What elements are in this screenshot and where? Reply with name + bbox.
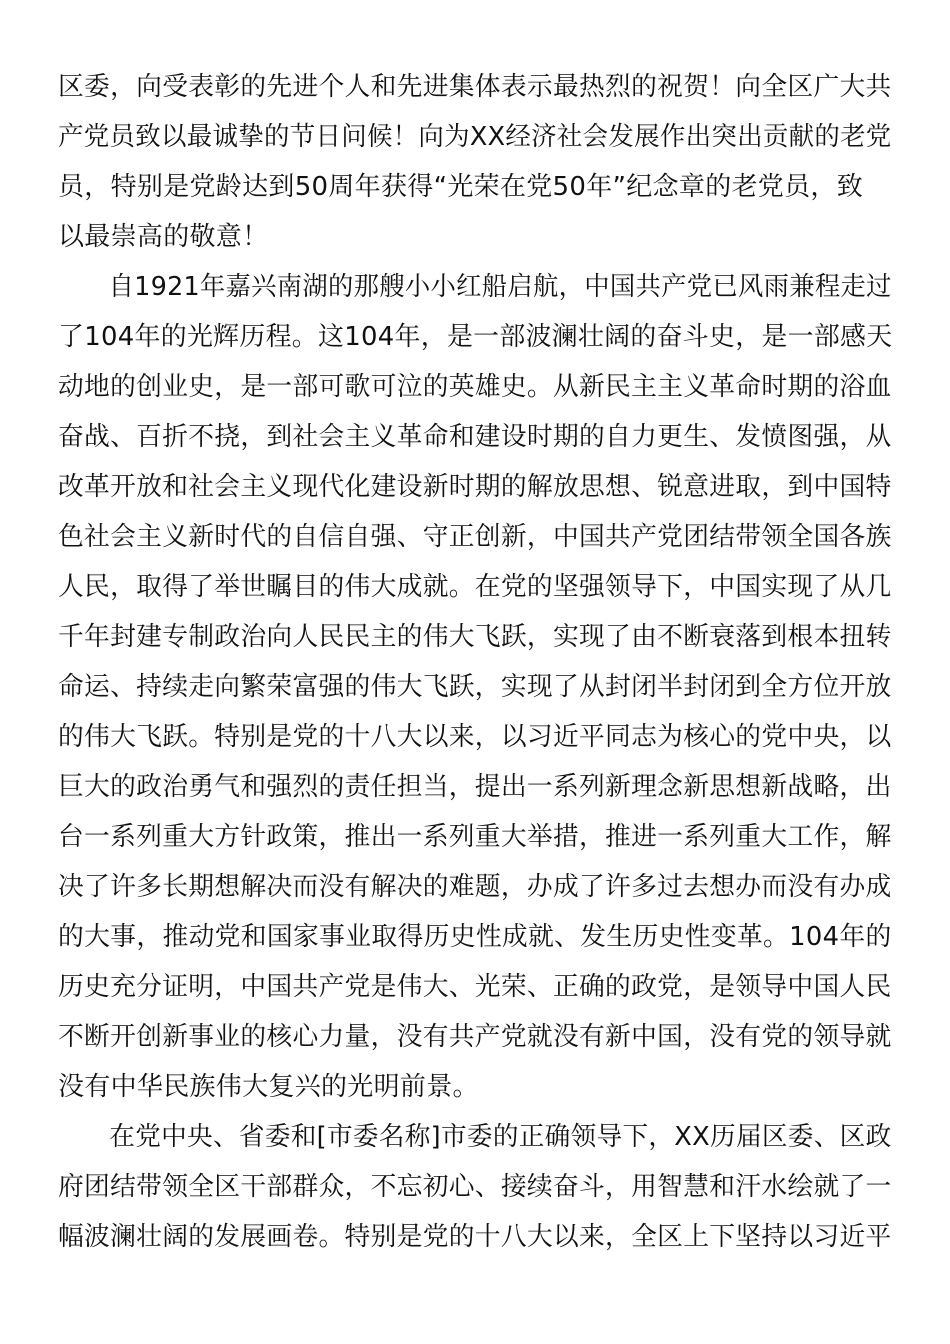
body-text bbox=[58, 62, 892, 1262]
text-line: 决了许多长期想解决而没有解决的难题，办成了许多过去想办而没有办成 bbox=[58, 872, 892, 902]
text-line: 千年封建专制政治向人民民主的伟大飞跃，实现了由不断衰落到根本扭转 bbox=[58, 622, 892, 652]
text-line: 动地的创业史，是一部可歌可泣的英雄史。从新民主主义革命时期的浴血 bbox=[58, 372, 892, 402]
text-line: 府团结带领全区干部群众，不忘初心、接续奋斗，用智慧和汗水绘就了一 bbox=[58, 1172, 892, 1202]
text-line: 的伟大飞跃。特别是党的十八大以来，以习近平同志为核心的党中央，以 bbox=[58, 722, 892, 752]
text-line: 不断开创新事业的核心力量，没有共产党就没有新中国，没有党的领导就 bbox=[58, 1022, 892, 1052]
text-line: 巨大的政治勇气和强烈的责任担当，提出一系列新理念新思想新战略，出 bbox=[58, 772, 892, 802]
text-line: 台一系列重大方针政策，推出一系列重大举措，推进一系列重大工作，解 bbox=[58, 822, 892, 852]
text-line: 历史充分证明，中国共产党是伟大、光荣、正确的政党，是领导中国人民 bbox=[58, 972, 892, 1002]
text-line: 以最崇高的敬意！ bbox=[58, 222, 269, 252]
text-line: 的大事，推动党和国家事业取得历史性成就、发生历史性变革。104年的 bbox=[58, 922, 892, 952]
text-line: 员，特别是党龄达到50周年获得“光荣在党50年”纪念章的老党员，致 bbox=[58, 172, 864, 202]
text-line: 区委，向受表彰的先进个人和先进集体表示最热烈的祝贺！向全区广大共 bbox=[58, 72, 892, 102]
text-line: 色社会主义新时代的自信自强、守正创新，中国共产党团结带领全国各族 bbox=[58, 522, 892, 552]
text-line: 改革开放和社会主义现代化建设新时期的解放思想、锐意进取，到中国特 bbox=[58, 472, 892, 502]
text-line: 没有中华民族伟大复兴的光明前景。 bbox=[58, 1072, 479, 1102]
text-line: 命运、持续走向繁荣富强的伟大飞跃，实现了从封闭半封闭到全方位开放 bbox=[58, 672, 892, 702]
text-line: 自1921年嘉兴南湖的那艘小小红船启航，中国共产党已风雨兼程走过 bbox=[108, 272, 892, 302]
text-line: 奋战、百折不挠，到社会主义革命和建设时期的自力更生、发愤图强，从 bbox=[58, 422, 892, 452]
text-line: 了104年的光辉历程。这104年，是一部波澜壮阔的奋斗史，是一部感天 bbox=[58, 322, 893, 352]
text-line: 在党中央、省委和[市委名称]市委的正确领导下，XX历届区委、区政 bbox=[109, 1122, 892, 1152]
text-line: 幅波澜壮阔的发展画卷。特别是党的十八大以来，全区上下坚持以习近平 bbox=[58, 1222, 892, 1252]
text-line: 产党员致以最诚挚的节日问候！向为XX经济社会发展作出突出贡献的老党 bbox=[58, 122, 892, 152]
text-line: 人民，取得了举世瞩目的伟大成就。在党的坚强领导下，中国实现了从几 bbox=[58, 572, 892, 602]
